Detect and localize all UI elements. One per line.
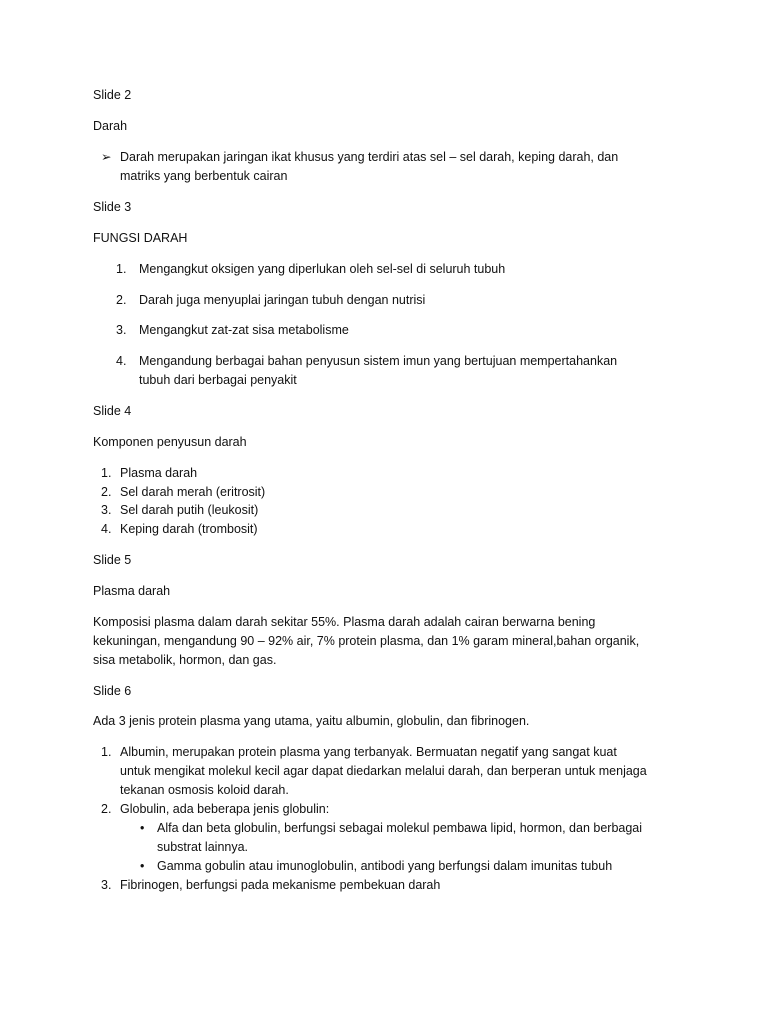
slide-6-item-number: 1. (101, 745, 112, 759)
slide-3-item-text: Mengandung berbagai bahan penyusun sistem imun yang bertujuan mempertahankan (139, 354, 618, 368)
slide-3-heading: Slide 3 (93, 200, 132, 214)
slide-3-title: FUNGSI DARAH (93, 231, 188, 245)
slide-2-heading: Slide 2 (93, 88, 132, 102)
slide-5-paragraph-line-1: Komposisi plasma dalam darah sekitar 55%. Plasma darah adalah cairan berwarna bening (93, 615, 596, 629)
slide-5-paragraph-line-3: sisa metabolik, hormon, dan gas. (93, 653, 277, 667)
slide-4-item-number: 1. (101, 466, 112, 480)
slide-2-bullet-line-1: Darah merupakan jaringan ikat khusus yang terdiri atas sel – sel darah, keping darah, dan (120, 150, 619, 164)
slide-2-bullet-line-2: matriks yang berbentuk cairan (120, 169, 288, 183)
slide-4-item-number: 4. (101, 522, 112, 536)
slide-3-item-text: Mengangkut oksigen yang diperlukan oleh sel-sel di seluruh tubuh (139, 262, 506, 276)
slide-3-item-text: Darah juga menyuplai jaringan tubuh dengan nutrisi (139, 293, 426, 307)
slide-4-item-number: 3. (101, 503, 112, 517)
slide-4-item-text: Plasma darah (120, 466, 198, 480)
slide-6-item-text-continued: tekanan osmosis koloid darah. (120, 783, 289, 797)
slide-6-item-text-continued: untuk mengikat molekul kecil agar dapat diedarkan melalui darah, dan berperan untuk menjaga (120, 764, 647, 778)
slide-4-item-text: Keping darah (trombosit) (120, 522, 258, 536)
slide-3-item-text-continued: tubuh dari berbagai penyakit (139, 373, 297, 387)
slide-5-title: Plasma darah (93, 584, 171, 598)
slide-6-subitem-text: Alfa dan beta globulin, berfungsi sebagai molekul pembawa lipid, hormon, dan berbagai (157, 821, 643, 835)
slide-6-item-text: Globulin, ada beberapa jenis globulin: (120, 802, 330, 816)
bullet-dot-icon: • (140, 859, 145, 873)
slide-3-item-number: 4. (116, 354, 127, 368)
slide-6-item-number: 2. (101, 802, 112, 816)
slide-3-item-number: 3. (116, 323, 127, 337)
slide-3-item-text: Mengangkut zat-zat sisa metabolisme (139, 323, 349, 337)
slide-4-heading: Slide 4 (93, 404, 132, 418)
slide-3-item-number: 1. (116, 262, 127, 276)
slide-3-item-number: 2. (116, 293, 127, 307)
slide-4-title: Komponen penyusun darah (93, 435, 247, 449)
slide-4-item-number: 2. (101, 485, 112, 499)
bullet-dot-icon: • (140, 821, 145, 835)
slide-6-intro: Ada 3 jenis protein plasma yang utama, yaitu albumin, globulin, dan fibrinogen. (93, 714, 530, 728)
slide-4-item-text: Sel darah merah (eritrosit) (120, 485, 266, 499)
slide-6-item-text: Albumin, merupakan protein plasma yang terbanyak. Bermuatan negatif yang sangat kuat (120, 745, 617, 759)
slide-6-subitem-text-continued: substrat lainnya. (157, 840, 249, 854)
slide-2-title: Darah (93, 119, 128, 133)
slide-6-item-number: 3. (101, 878, 112, 892)
slide-6-subitem-text: Gamma gobulin atau imunoglobulin, antibodi yang berfungsi dalam imunitas tubuh (157, 859, 613, 873)
slide-5-heading: Slide 5 (93, 553, 132, 567)
slide-4-item-text: Sel darah putih (leukosit) (120, 503, 259, 517)
slide-5-paragraph-line-2: kekuningan, mengandung 90 – 92% air, 7% protein plasma, dan 1% garam mineral,bahan organik, (93, 634, 640, 648)
slide-6-heading: Slide 6 (93, 684, 132, 698)
slide-6-item-text: Fibrinogen, berfungsi pada mekanisme pembekuan darah (120, 878, 441, 892)
arrow-bullet-icon: ➢ (101, 150, 112, 164)
